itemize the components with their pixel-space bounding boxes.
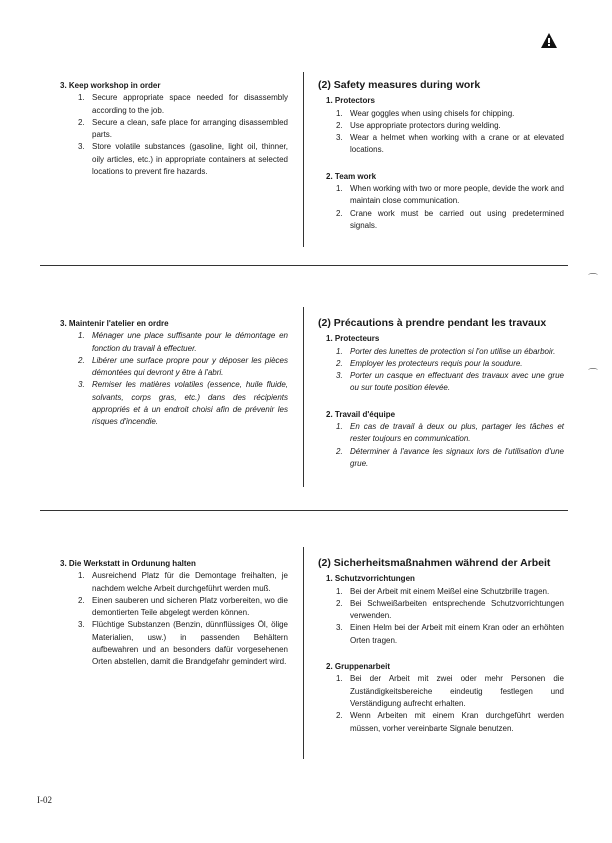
list-item: 2. Secure a clean, safe place for arranging disassembled parts. — [78, 117, 288, 140]
list-item: 3. Porter un casque en effectuant des travaux avec une grue ou sur toute position élevée. — [336, 371, 564, 393]
subsection-title: 2. Team work — [326, 171, 377, 181]
item-text: Flüchtige Substanzen (Benzin, dünnflüssiges Öl, ölige Materialien, usw.) in passenden Behältern aufbewahren und an besonders dafür vorgesehenen Orten abstellen, damit die Brandgefahr gemindert wird. — [92, 620, 288, 667]
list-item: 2. Déterminer à l'avance les signaux lors de l'utilisation d'une grue. — [336, 446, 564, 468]
en-right-column — [318, 79, 564, 232]
item-text: Ausreichend Platz für die Demontage freihalten, je nachdem welche Arbeit durchgeführt werden muß. — [92, 571, 288, 593]
item-text: Bei Schweißarbeiten entsprechende Schutzvorrichtungen verwenden. — [350, 598, 564, 621]
list-item: 2. Bei Schweißarbeiten entsprechende Schutzvorrichtungen verwenden. — [336, 598, 564, 621]
item-list — [336, 586, 564, 647]
list-item: 1. Bei der Arbeit mit einem Meißel eine Schutzbrille tragen. — [336, 586, 550, 596]
item-text: Bei der Arbeit mit zwei oder mehr Personen die Zuständigkeitsbereiche eindeutig festlegen und Verständigung aufrecht erhalten. — [350, 674, 564, 708]
item-text: Libérer une surface propre pour y déposer les pièces démontées qui devront y être à l'abri. — [92, 355, 288, 378]
item-text: Wear a helmet when working with a crane or at elevated locations. — [350, 133, 564, 155]
list-item: 2. Libérer une surface propre pour y déposer les pièces démontées qui devront y être à l'abri. — [78, 355, 288, 378]
item-text: Wear goggles when using chisels for chipping. — [350, 108, 515, 118]
section-heading: (2) Sicherheitsmaßnahmen während der Arbeit — [318, 557, 551, 569]
item-list — [78, 570, 288, 668]
list-item: 1. Bei der Arbeit mit zwei oder mehr Personen die Zuständigkeitsbereiche eindeutig festlegen und Verständigung aufrecht erhalten. — [336, 674, 564, 708]
list-item: 1. Wear goggles when using chisels for chipping. — [336, 108, 515, 118]
list-item: 2. Employer les protecteurs requis pour la soudure. — [336, 358, 523, 368]
item-text: Bei der Arbeit mit einem Meißel eine Schutzbrille tragen. — [350, 586, 550, 596]
fr-left-column — [60, 318, 288, 429]
item-list — [78, 92, 288, 178]
list-item: 1. En cas de travail à deux ou plus, partager les tâches et rester toujours en communication. — [336, 422, 564, 444]
item-text: Einen sauberen und sicheren Platz vorbereiten, wo die demontierten Teile abgelegt werden können. — [92, 595, 288, 618]
list-item: 2. Crane work must be carried out using predetermined signals. — [336, 208, 564, 230]
item-text: Employer les protecteurs requis pour la soudure. — [350, 358, 523, 368]
section-divider — [40, 265, 568, 266]
document-page: ⌒ ⌒ 3. Keep workshop in order 1. Secure appropriate space needed for disassembly according to the job. 2. Secure a clean, safe place for arranging disassembled parts. 3. Store volatile substances (gasoline, light oil, thinner, oily articles, etc.) in appropriate containers at selected locations to prevent fire hazards. (2) Safety measures during work 1. Protectors 1. Wear goggles when using chisels for chipping. 2. Use appropriate protectors during welding. 3. Wear a helmet when working with a crane or at elevated locations. 2. Team work 1. When working with two or more people, devide the work and maintain close communication. 2. Crane work must be carried out using predetermined signals. 3. Maintenir l'atelier en ordre 1. Ménager une place suffisante pour le démontage en fonction du travail à effectuer. 2. Libérer une surface propre pour y déposer les pièces démontées qui devront y être à l'abri. 3. Remiser les matières volatiles (essence, huile fluide, solvants, corps gras, etc.) dans des récipients appropriés et à un endroit choisi afin de prévenir les risques d'incendie. (2) Précautions à prendre pendant les travaux 1. Protecteurs 1. Porter des lunettes de protection si l'on utilise un ébarboir. 2. Employer les protecteurs requis pour la soudure. 3. Porter un casque en effectuant des travaux avec une grue ou sur toute position élevée. 2. Travail d'équipe 1. En cas de travail à deux ou plus, partager les tâches et rester toujours en communication. 2. Déterminer à l'avance les signaux lors de l'utilisation d'une grue. 3. Die Werkstatt in Ordunung halten 1. Ausreichend Platz für die Demontage freihalten, je nachdem welche Arbeit durchgeführt werden muß. 2. Einen sauberen und sicheren Platz vorbereiten, wo die demontierten Teile abgelegt werden können. 3. Flüchtige Substanzen (Benzin, dünnflüssiges Öl, ölige Materialien, usw.) in passenden Behältern aufbewahren und an besonders dafür vorgesehenen Orten abstellen, damit die Brandgefahr gemindert wird. (2) Sicherheitsmaßnahmen während der Arbeit 1. Schutzvorrichtungen 1. Bei der Arbeit mit einem Meißel eine Schutzbrille tragen. 2. Bei Schweißarbeiten entsprechende Schutzvorrichtungen verwenden. 3. Einen Helm bei der Arbeit mit einem Kran oder an erhöhten Orten tragen. 2. Gruppenarbeit 1. Bei der Arbeit mit zwei oder mehr Personen die Zuständigkeitsbereiche eindeutig festlegen und Verständigung aufrecht erhalten. 2. Wenn Arbeiten mit einem Kran durchgeführt werden müssen, vorher vereinbarte Signale benutzen. I-02 — [0, 0, 612, 843]
list-item: 2. Einen sauberen und sicheren Platz vorbereiten, wo die demontierten Teile abgelegt werden können. — [78, 595, 288, 618]
list-item: 1. Ménager une place suffisante pour le démontage en fonction du travail à effectuer. — [78, 331, 288, 353]
fr-right-column — [318, 317, 564, 470]
list-item: 1. Porter des lunettes de protection si l'on utilise un ébarboir. — [336, 346, 556, 356]
warning-triangle-icon — [541, 33, 557, 48]
item-list — [336, 421, 564, 470]
list-item: 1. Secure appropriate space needed for disassembly according to the job. — [78, 93, 288, 115]
column-divider — [303, 72, 304, 247]
item-text: Déterminer à l'avance les signaux lors de l'utilisation d'une grue. — [350, 446, 564, 468]
item-text: Secure appropriate space needed for disassembly according to the job. — [92, 93, 288, 115]
list-item: 3. Store volatile substances (gasoline, light oil, thinner, oily articles, etc.) in appropriate containers at selected locations to prevent fire hazards. — [78, 142, 288, 177]
item-text: Crane work must be carried out using predetermined signals. — [350, 208, 564, 230]
section-divider — [40, 510, 568, 511]
item-text: Porter un casque en effectuant des travaux avec une grue ou sur toute position élevée. — [350, 371, 564, 393]
de-left-column — [60, 558, 288, 669]
item-list — [336, 183, 564, 232]
list-item: 1. When working with two or more people, devide the work and maintain close communication. — [336, 184, 564, 206]
item-text: En cas de travail à deux ou plus, partager les tâches et rester toujours en communication. — [350, 422, 564, 444]
item-list — [336, 673, 564, 734]
item-text: Porter des lunettes de protection si l'on utilise un ébarboir. — [350, 346, 556, 356]
section-heading: 3. Die Werkstatt in Ordunung halten — [60, 559, 196, 568]
de-right-column — [318, 557, 564, 735]
subsection-title: 1. Protecteurs — [326, 334, 380, 344]
item-text: Store volatile substances (gasoline, light oil, thinner, oily articles, etc.) in appropriate containers at selected locations to prevent fire hazards. — [92, 142, 288, 177]
list-item: 3. Einen Helm bei der Arbeit mit einem Kran oder an erhöhten Orten tragen. — [336, 623, 564, 645]
item-text: Einen Helm bei der Arbeit mit einem Kran oder an erhöhten Orten tragen. — [350, 623, 564, 645]
item-text: Wenn Arbeiten mit einem Kran durchgeführt werden müssen, vorher vereinbarte Signale benutzen. — [350, 711, 564, 733]
subsection-title: 1. Protectors — [326, 96, 375, 106]
subsection-title: 2. Gruppenarbeit — [326, 662, 391, 672]
item-text: Use appropriate protectors during welding. — [350, 120, 501, 130]
page-number: I-02 — [37, 795, 52, 805]
list-item: 2. Use appropriate protectors during welding. — [336, 120, 501, 130]
list-item: 2. Wenn Arbeiten mit einem Kran durchgeführt werden müssen, vorher vereinbarte Signale benutzen. — [336, 711, 564, 733]
subsection-title: 2. Travail d'équipe — [326, 409, 396, 419]
section-heading: (2) Précautions à prendre pendant les travaux — [318, 317, 547, 329]
item-list — [78, 330, 288, 428]
list-item: 3. Remiser les matières volatiles (essence, huile fluide, solvants, corps gras, etc.) dans des récipients appropriés et à un endroit choisi afin de prévenir les risques d'incendie. — [78, 380, 288, 427]
subsection-title: 1. Schutzvorrichtungen — [326, 574, 415, 584]
section-heading: 3. Keep workshop in order — [60, 81, 161, 90]
item-list — [336, 108, 564, 157]
section-heading: 3. Maintenir l'atelier en ordre — [60, 319, 169, 328]
item-text: Secure a clean, safe place for arranging disassembled parts. — [92, 117, 288, 140]
list-item: 1. Ausreichend Platz für die Demontage freihalten, je nachdem welche Arbeit durchgeführt werden muß. — [78, 571, 288, 593]
section-heading: (2) Safety measures during work — [318, 79, 481, 91]
item-text: When working with two or more people, devide the work and maintain close communication. — [350, 184, 564, 206]
item-text: Ménager une place suffisante pour le démontage en fonction du travail à effectuer. — [92, 331, 288, 353]
en-left-column — [60, 80, 288, 178]
list-item: 3. Wear a helmet when working with a crane or at elevated locations. — [336, 133, 564, 155]
column-divider — [303, 307, 304, 487]
column-divider — [303, 547, 304, 759]
list-item: 3. Flüchtige Substanzen (Benzin, dünnflüssiges Öl, ölige Materialien, usw.) in passenden Behältern aufbewahren und an besonders dafür vorgesehenen Orten abstellen, damit die Brandgefahr gemindert wird. — [78, 620, 288, 667]
item-text: Remiser les matières volatiles (essence, huile fluide, solvants, corps gras, etc.) dans des récipients appropriés et à un endroit choisi afin de prévenir les risques d'incendie. — [92, 380, 288, 427]
item-list — [336, 346, 564, 395]
